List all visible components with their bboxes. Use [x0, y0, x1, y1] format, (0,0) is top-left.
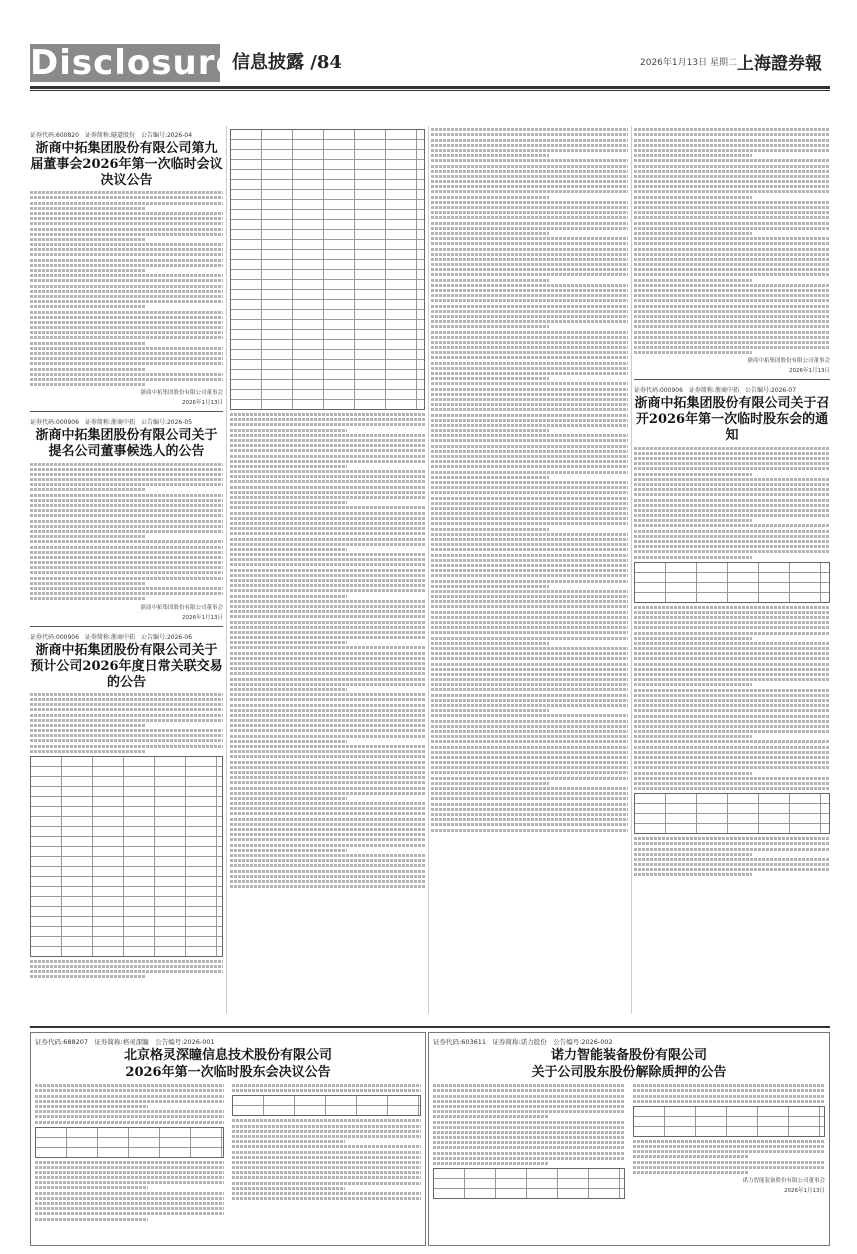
brand-logo: Disclosure: [30, 43, 240, 83]
newspaper-name: 上海證券報: [737, 54, 822, 74]
notice-body: [35, 1082, 224, 1223]
proposal-table: [634, 793, 830, 834]
masthead-rule: [30, 86, 830, 89]
column-divider: [631, 126, 632, 1014]
related-transaction-table: [230, 129, 425, 410]
column-1: [30, 126, 223, 1014]
proposal-table: [634, 562, 830, 603]
notice-code: 证券代码:688207 证券简称:格灵深瞳 公告编号:2026-001: [35, 1038, 215, 1046]
notice-title: 浙商中拓集团股份有限公司关于召开2026年第一次临时股东会的通知: [634, 396, 830, 444]
notice-signature-date: 2026年1月13日: [784, 1188, 825, 1195]
column-2: [230, 126, 425, 1014]
notice-body: [431, 128, 628, 831]
notice-body: [30, 693, 223, 753]
notice-body: [634, 128, 830, 354]
notice-body: [30, 191, 223, 386]
column-divider: [226, 126, 227, 1014]
notice-body: [633, 1082, 825, 1202]
related-transaction-table: [30, 756, 223, 957]
column-4: [634, 126, 830, 1014]
column-divider: [428, 126, 429, 1014]
notice-title: 诺力智能装备股份有限公司: [550, 1048, 707, 1063]
notice-signature: 诺力智能装备股份有限公司董事会: [742, 1178, 825, 1185]
notice-body: [232, 1082, 421, 1223]
notice-title: 北京格灵深瞳信息技术股份有限公司: [123, 1048, 332, 1063]
masthead-rule-thin: [30, 90, 830, 91]
column-3: [431, 126, 628, 1014]
notice-signature-date: 2026年1月13日: [182, 400, 223, 407]
notice-title: 浙商中拓集团股份有限公司关于预计公司2026年度日常关联交易的公告: [30, 642, 223, 690]
section-title: 信息披露 /84: [232, 52, 342, 73]
notice-code: 证券代码:000906 证券简称:浙商中拓 公告编号:2026-06: [30, 633, 193, 641]
notice-code: 证券代码:000906 证券简称:浙商中拓 公告编号:2026-07: [634, 387, 797, 395]
bottom-notices: [30, 1026, 830, 1250]
notice-title: 浙商中拓集团股份有限公司关于提名公司董事候选人的公告: [35, 428, 218, 460]
notice-signature-date: 2026年1月13日: [182, 614, 223, 621]
notice-signature: 浙商中拓集团股份有限公司董事会: [140, 604, 223, 611]
notice-code: 证券代码:000906 证券简称:浙商中拓 公告编号:2026-05: [30, 419, 193, 427]
notice-title: 浙商中拓集团股份有限公司第九届董事会2026年第一次临时会议决议公告: [30, 141, 223, 188]
notice-signature: 浙商中拓集团股份有限公司董事会: [747, 358, 830, 365]
notice-code: 证券代码:603611 证券简称:诺力股份 公告编号:2026-002: [433, 1038, 613, 1046]
notice-signature-date: 2026年1月13日: [789, 368, 830, 375]
notice-subtitle: 关于公司股东股份解除质押的公告: [531, 1065, 727, 1080]
notice-code: 证券代码:600820 证券简称:隧道股份 公告编号:2026-04: [30, 132, 193, 139]
notice-signature: 浙商中拓集团股份有限公司董事会: [140, 390, 223, 397]
notice-body: [230, 413, 425, 888]
notice-body: [30, 463, 223, 601]
notice-nuoli: [428, 1032, 830, 1246]
issue-date: 2026年1月13日 星期二: [640, 58, 737, 68]
notice-body: [433, 1082, 625, 1202]
masthead: [0, 0, 857, 112]
notice-geling: [30, 1032, 426, 1246]
notice-body: [634, 447, 830, 559]
notice-subtitle: 2026年第一次临时股东会决议公告: [125, 1065, 331, 1080]
notice-body: [634, 606, 830, 791]
